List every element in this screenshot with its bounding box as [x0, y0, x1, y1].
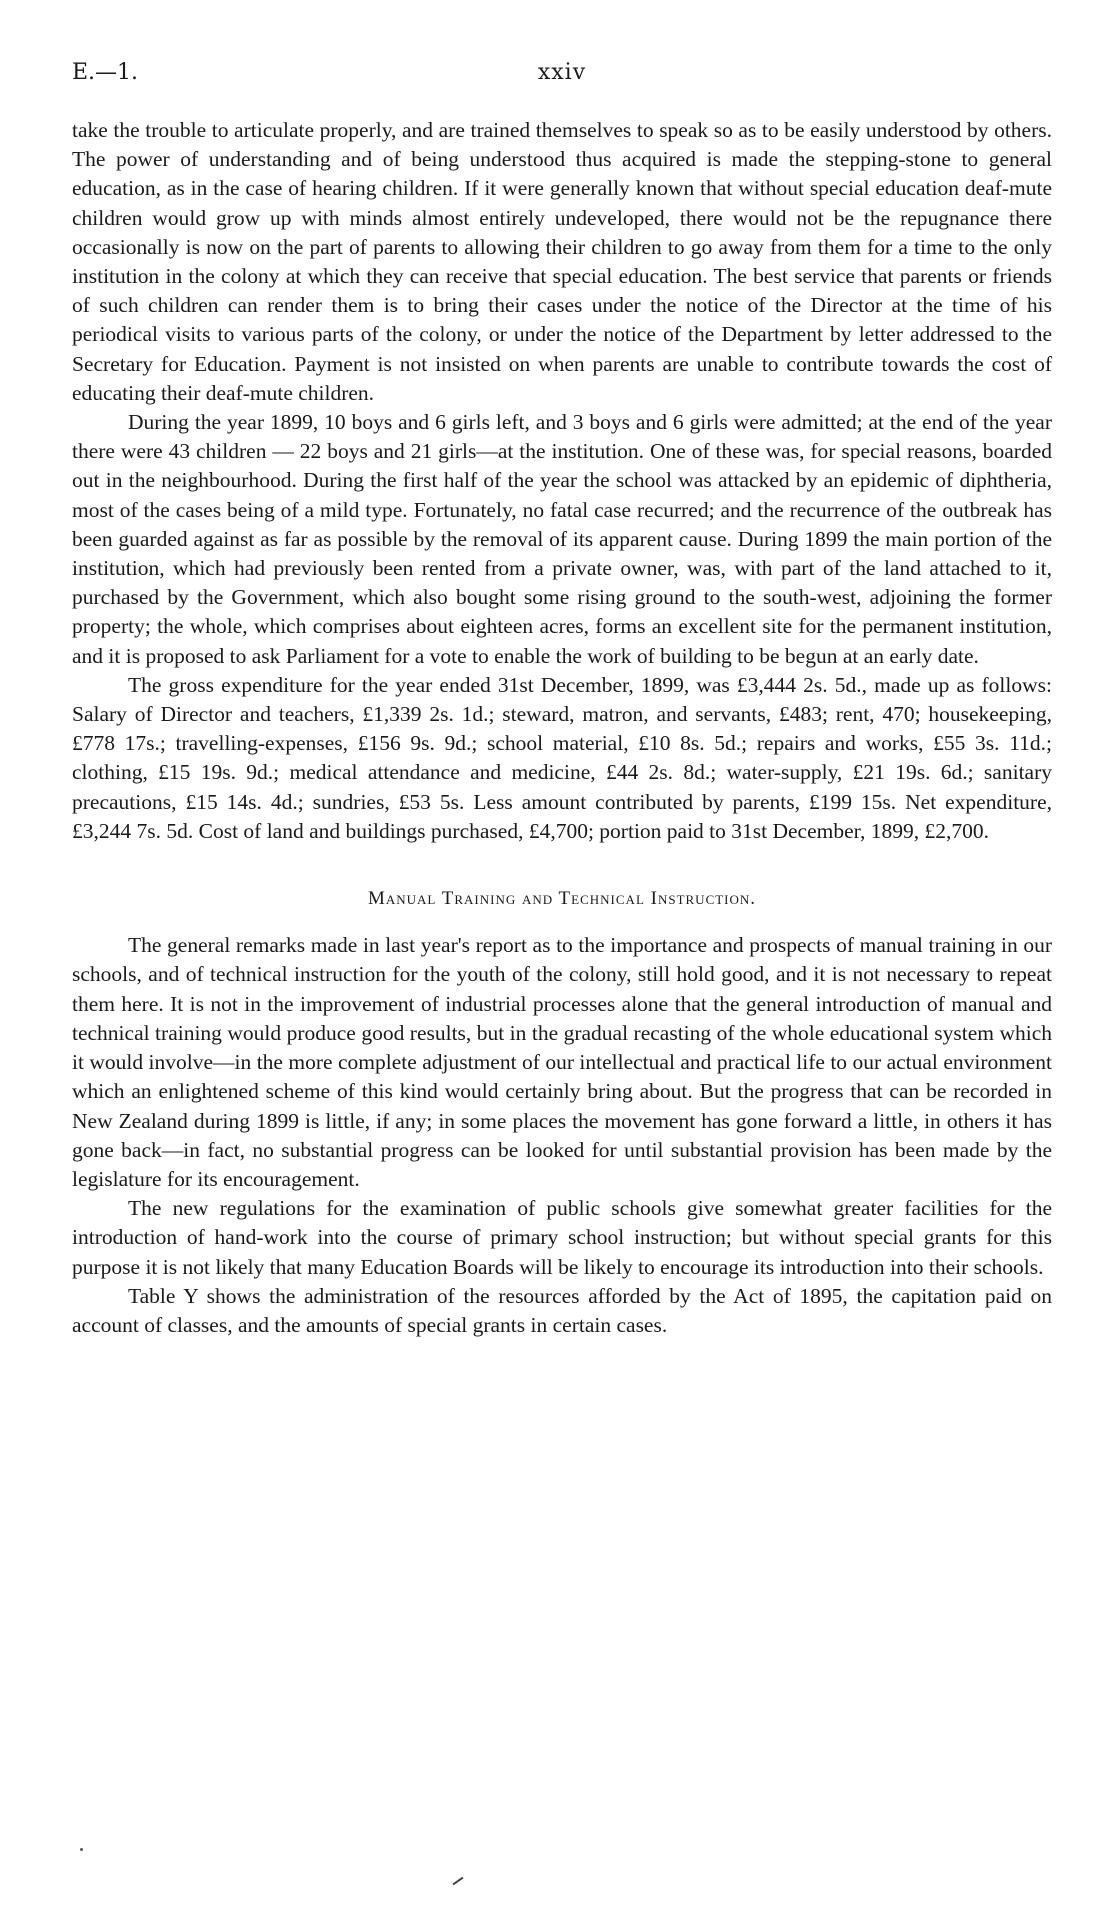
- section-heading: Manual Training and Technical Instruction.: [367, 888, 757, 910]
- stray-tick-mark: [453, 1877, 464, 1886]
- paragraph-new-regulations: The new regulations for the examination of public schools give somewhat greater facilities for the introduction of hand-work into the course of primary school instruction; but without special grants for this purpose it is not likely that many Education Boards will be likely to encourage its introduction into their schools.: [72, 1196, 1052, 1279]
- paragraph-admissions-1899: During the year 1899, 10 boys and 6 girls left, and 3 boys and 6 girls were admitted; at the end of the year there were 43 children — 22 boys and 21 girls—at the institution. One of these was, for special reasons, boarded out in the neighbourhood. During the first half of the year the school was attacked by an epidemic of diphtheria, most of the cases being of a mild type. Fortunately, no fatal case recurred; and the recurrence of the outbreak has been guarded against as far as possible by the removal of its apparent cause. During 1899 the main portion of the institution, which had previously been rented from a private owner, was, with part of the land attached to it, purchased by the Government, which also bought some rising ground to the south-west, adjoining the former property; the whole, which comprises about eighteen acres, forms an excellent site for the permanent institution, and it is proposed to ask Parliament for a vote to enable the work of building to be begun at an early date.: [72, 410, 1052, 668]
- page-header: [72, 60, 1052, 94]
- document-reference: E.—1.: [72, 60, 139, 85]
- page-number: xxiv: [537, 60, 587, 85]
- paragraph-table-y: Table Y shows the administration of the resources afforded by the Act of 1895, the capitation paid on account of classes, and the amounts of special grants in certain cases.: [72, 1283, 1052, 1337]
- paragraph-deaf-mute-continued: take the trouble to articulate properly, and are trained themselves to speak so as to be easily understood by others. The power of understanding and of being understood thus acquired is made the stepping-stone to general education, as in the case of hearing children. If it were generally known that without special education deaf-mute children would grow up with minds almost entirely undeveloped, there would not be the repugnance there occasionally is now on the part of parents to allowing their children to go away from them for a time to the only institution in the colony at which they can receive that special education. The best service that parents or friends of such children can render them is to bring their cases under the notice of the Director at the time of his periodical visits to various parts of the colony, or under the notice of the Department by letter addressed to the Secretary for Education. Payment is not insisted on when parents are unable to contribute towards the cost of educating their deaf-mute children.: [72, 118, 1052, 405]
- document-body: [72, 116, 1052, 1340]
- paragraph-manual-training-remarks: The general remarks made in last year's report as to the importance and prospects of manual training in our schools, and of technical instruction for the youth of the colony, still hold good, and it is not necessary to repeat them here. It is not in the improvement of industrial processes alone that the general introduction of manual and technical training would produce good results, but in the gradual recasting of the whole educational system which it would involve—in the more complete adjustment of our intellectual and practical life to our actual environment which an enlightened scheme of this kind would certainly bring about. But the progress that can be recorded in New Zealand during 1899 is little, if any; in some places the movement has gone forward a little, in others it has gone back—in fact, no substantial progress can be looked for until substantial provision has been made by the legislature for its encouragement.: [72, 933, 1052, 1191]
- paragraph-gross-expenditure: The gross expenditure for the year ended 31st December, 1899, was £3,444 2s. 5d., made up as follows: Salary of Director and teachers, £1,339 2s. 1d.; steward, matron, and servants, £483; rent, 470; housekeeping, £778 17s.; travelling-expenses, £156 9s. 9d.; school material, £10 8s. 5d.; repairs and works, £55 3s. 11d.; clothing, £15 19s. 9d.; medical attendance and medicine, £44 2s. 8d.; water-supply, £21 19s. 6d.; sanitary precautions, £15 14s. 4d.; sundries, £53 5s. Less amount contributed by parents, £199 15s. Net expenditure, £3,244 7s. 5d. Cost of land and buildings purchased, £4,700; portion paid to 31st December, 1899, £2,700.: [72, 672, 1052, 843]
- stray-dot-mark: [80, 1848, 83, 1851]
